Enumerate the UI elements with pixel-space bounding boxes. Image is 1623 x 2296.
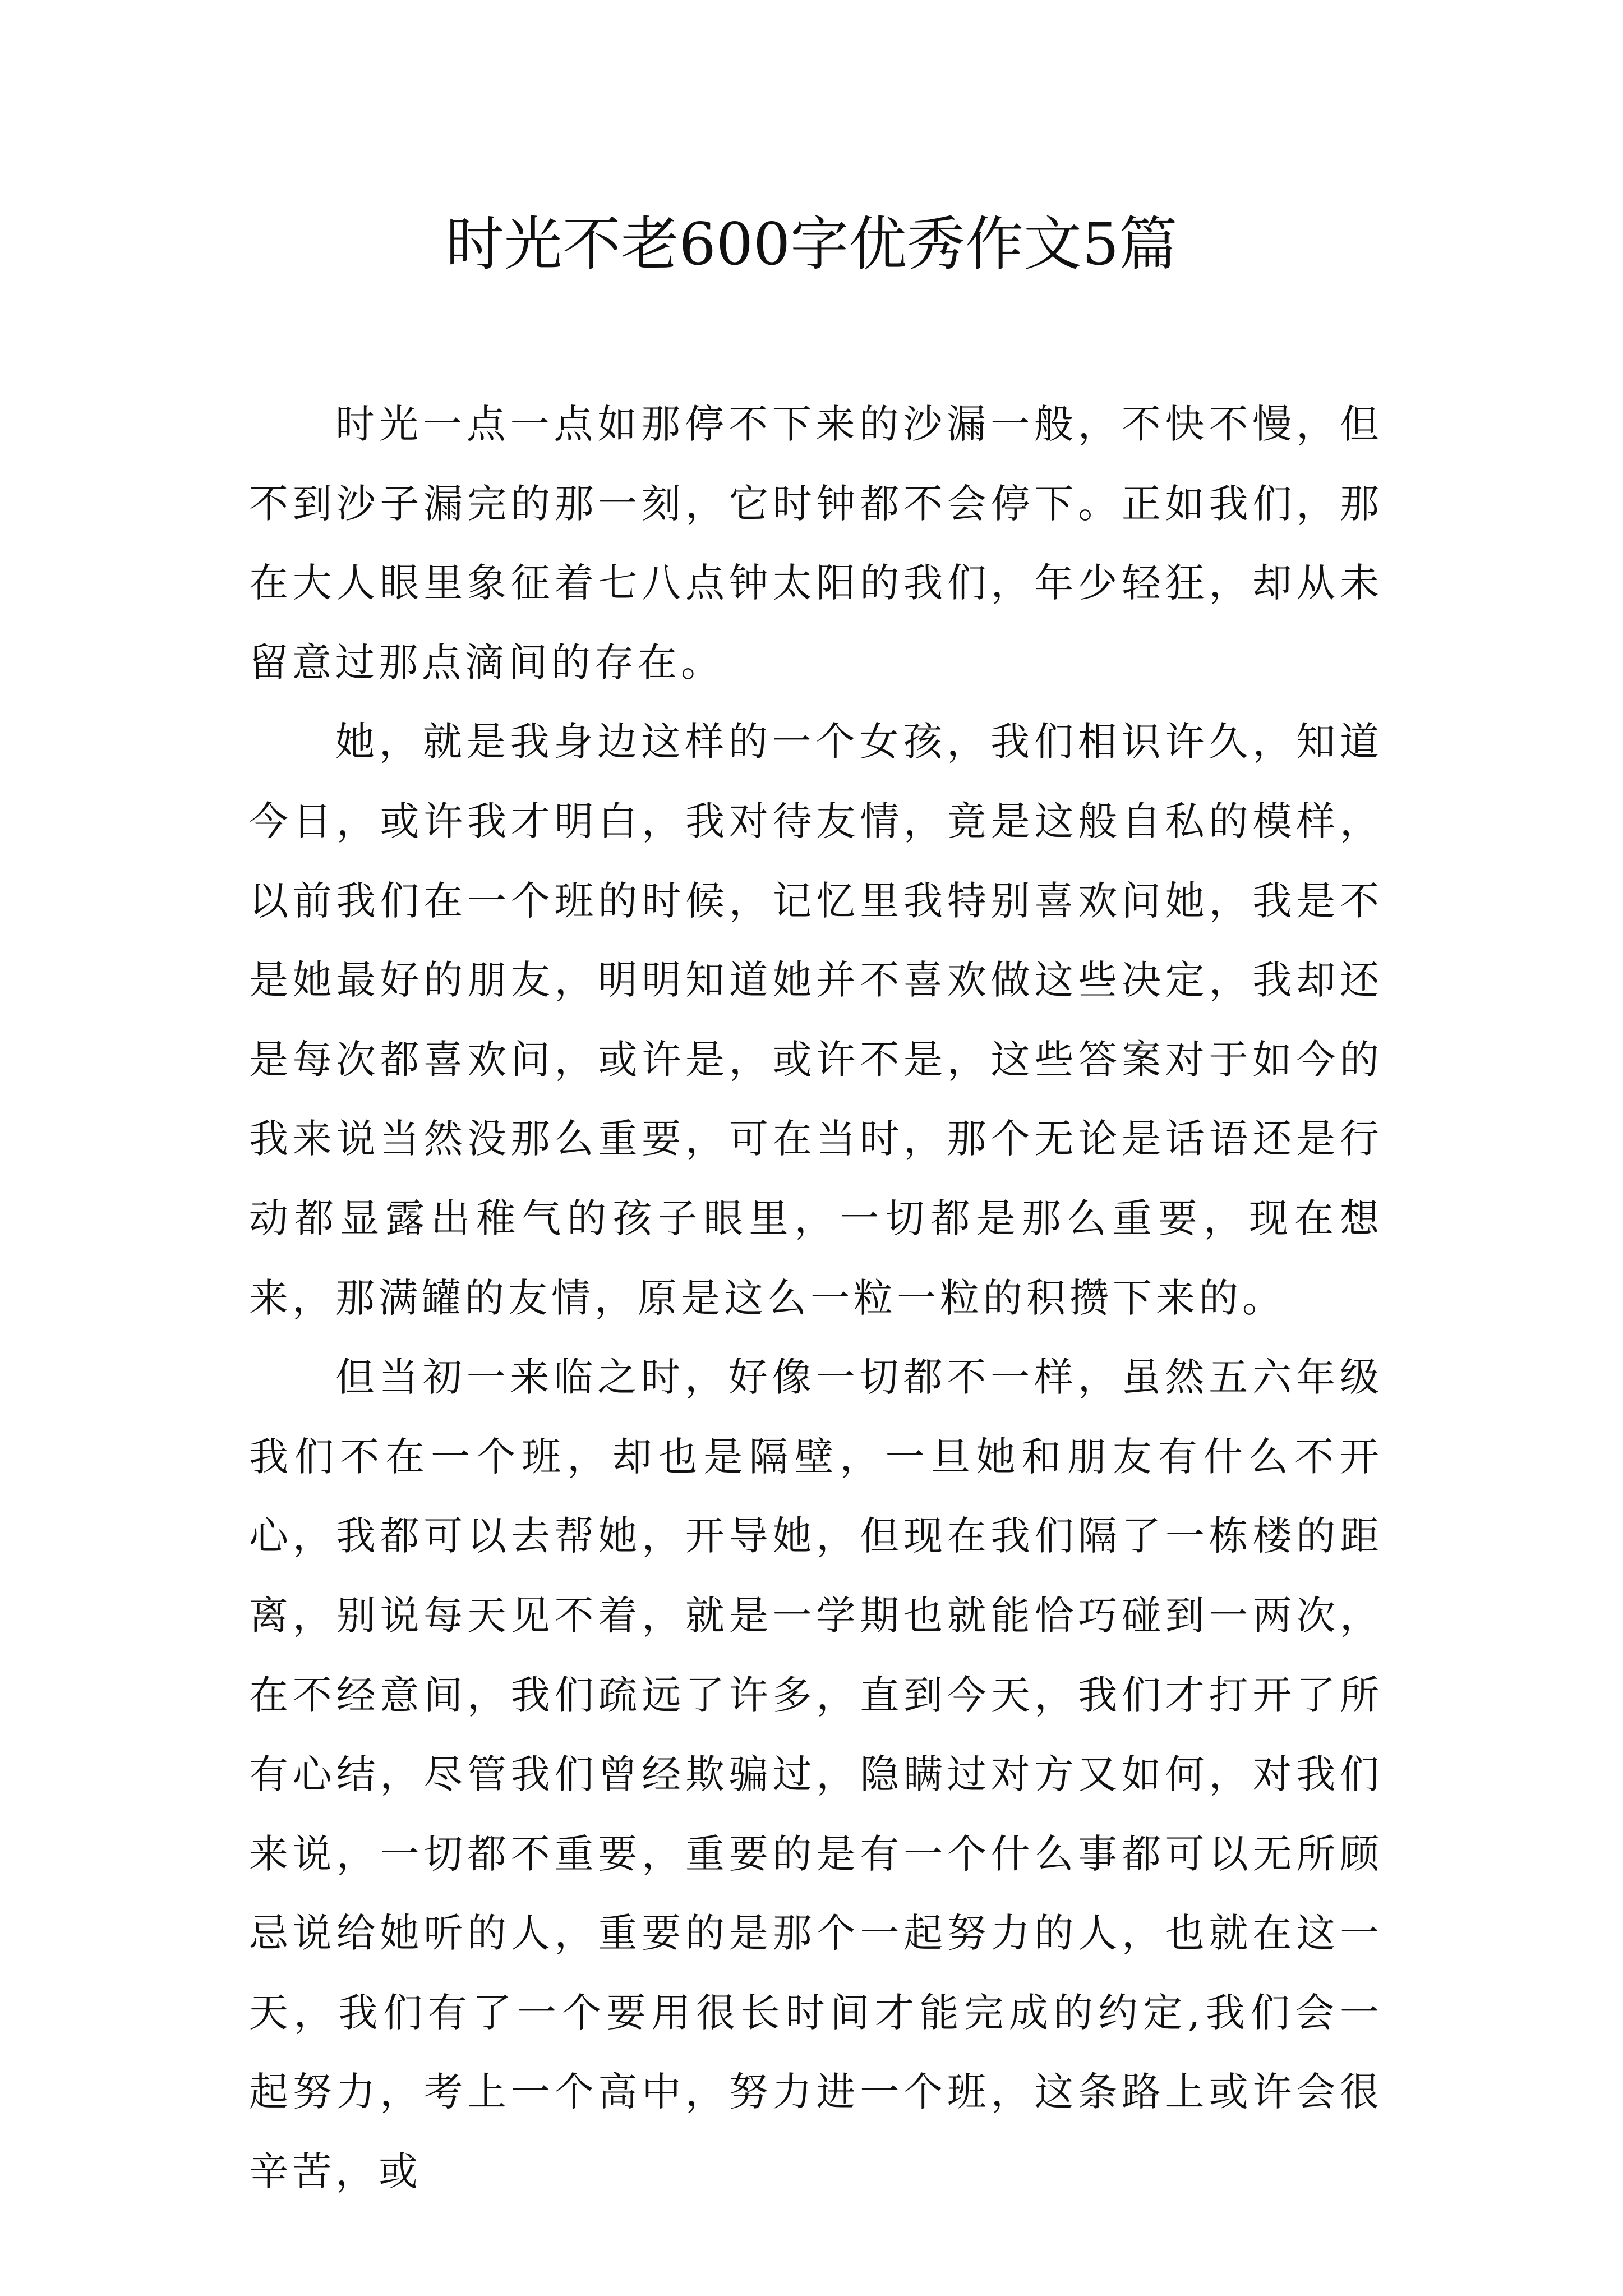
paragraph-1: 时光一点一点如那停不下来的沙漏一般，不快不慢，但不到沙子漏完的那一刻，它时钟都不会停下。正如我们，那在大人眼里象征着七八点钟太阳的我们，年少轻狂，却从未留意过那点滴间的存在。 [249,401,1383,685]
paragraph-2: 她，就是我身边这样的一个女孩，我们相识许久，知道今日，或许我才明白，我对待友情，竟是这般自私的模样，以前我们在一个班的时候，记忆里我特别喜欢问她，我是不是她最好的朋友，明明知道她并不喜欢做这些决定，我却还是每次都喜欢问，或许是，或许不是，这些答案对于如今的我来说当然没那么重要，可在当时，那个无论是话语还是行动都显露出稚气的孩子眼里，一切都是那么重要，现在想来，那满罐的友情，原是这么一粒一粒的积攒下来的。 [249,719,1383,1321]
document-body [249,385,1383,2212]
paragraph-3: 但当初一来临之时，好像一切都不一样，虽然五六年级我们不在一个班，却也是隔壁，一旦她和朋友有什么不开心，我都可以去帮她，开导她，但现在我们隔了一栋楼的距离，别说每天见不着，就是一学期也就能恰巧碰到一两次，在不经意间，我们疏远了许多，直到今天，我们才打开了所有心结，尽管我们曾经欺骗过，隐瞒过对方又如何，对我们来说，一切都不重要，重要的是有一个什么事都可以无所顾忌说给她听的人，重要的是那个一起努力的人，也就在这一天，我们有了一个要用很长时间才能完成的约定,我们会一起努力，考上一个高中，努力进一个班，这条路上或许会很辛苦，或 [249,1354,1383,2195]
document-title: 时光不老600字优秀作文5篇 [445,210,1178,278]
